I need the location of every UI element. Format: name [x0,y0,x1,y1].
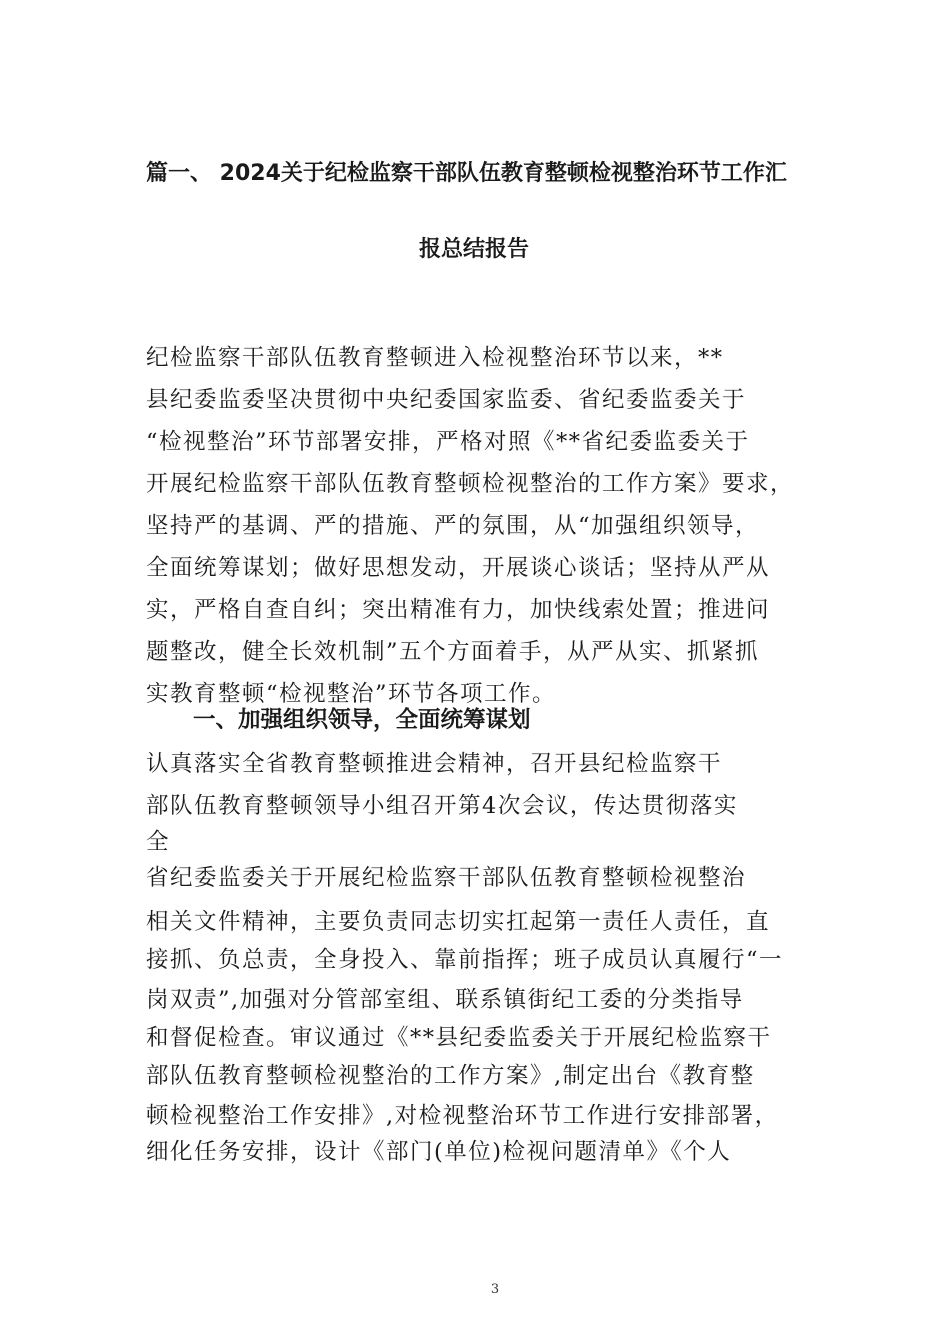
paragraph-2-line-2: 部队伍教育整顿领导小组召开第4次会议，传达贯彻落实 [146,793,738,819]
paragraph-2-line-10: 顿检视整治工作安排》,对检视整治环节工作进行安排部署， [146,1103,779,1129]
paragraph-1-line-8: 题整改，健全长效机制”五个方面着手，从严从实、抓紧抓 [146,639,760,665]
paragraph-2-line-5: 相关文件精神，主要负责同志切实扛起第一责任人责任，直 [146,909,771,935]
paragraph-2-line-1: 认真落实全省教育整顿推进会精神，召开县纪检监察干 [146,751,723,777]
paragraph-2-line-9: 部队伍教育整顿检视整治的工作方案》,制定出台《教育整 [146,1063,755,1089]
paragraph-1-line-7: 实，严格自查自纠；突出精准有力，加快线索处置；推进问 [146,597,771,623]
paragraph-2-line-8: 和督促检查。审议通过《**县纪委监委关于开展纪检监察干 [146,1025,772,1051]
paragraph-1-line-1: 纪检监察干部队伍教育整顿进入检视整治环节以来，** [146,345,724,371]
page-number: 3 [490,1282,500,1297]
paragraph-1-line-9: 实教育整顿“检视整治”环节各项工作。 [146,681,557,707]
paragraph-2-line-3: 全 [146,829,171,855]
paragraph-1-line-4: 开展纪检监察干部队伍教育整顿检视整治的工作方案》要求， [146,471,795,497]
paragraph-2-line-4: 省纪委监委关于开展纪检监察干部队伍教育整顿检视整治 [146,865,747,891]
paragraph-2-line-7: 岗双责”,加强对分管部室组、联系镇街纪工委的分类指导 [146,987,744,1013]
paragraph-1-line-6: 全面统筹谋划；做好思想发动，开展谈心谈话；坚持从严从 [146,555,771,581]
paragraph-2-line-11: 细化任务安排，设计《部门(单位)检视问题清单》《个人 [146,1139,732,1165]
paragraph-1-line-2: 县纪委监委坚决贯彻中央纪委国家监委、省纪委监委关于 [146,387,747,413]
section-heading-1: 一、加强组织领导，全面统筹谋划 [193,707,531,733]
document-title-line-2: 报总结报告 [419,237,530,262]
paragraph-2-line-6: 接抓、负总责，全身投入、靠前指挥；班子成员认真履行“一 [146,947,784,973]
document-title-line-1: 篇一、 2024关于纪检监察干部队伍教育整顿检视整治环节工作汇 [146,161,787,186]
paragraph-1-line-3: “检视整治”环节部署安排，严格对照《**省纪委监委关于 [146,429,750,455]
paragraph-1-line-5: 坚持严的基调、严的措施、严的氛围，从“加强组织领导， [146,513,760,539]
